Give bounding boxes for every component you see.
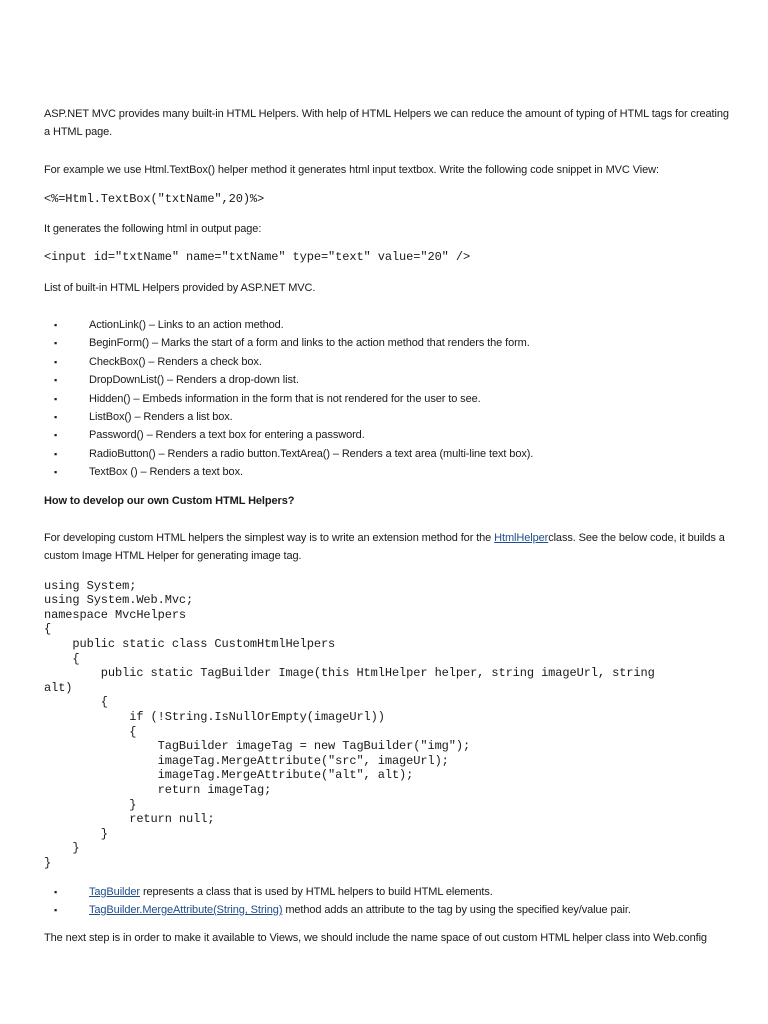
- bullet-icon: ▪: [54, 338, 58, 349]
- list-item: [44, 371, 730, 389]
- custom-helpers-paragraph: [44, 529, 730, 565]
- bullet-icon: ▪: [54, 448, 58, 459]
- list-item: [44, 353, 730, 371]
- bullet-icon: ▪: [54, 320, 58, 330]
- note-text: method adds an attribute to the tag by using the specified key/value pair.: [282, 903, 631, 916]
- helpers-list: [44, 316, 730, 482]
- list-item: [44, 445, 730, 463]
- list-item-text: DropDownList() – Renders a drop-down list.: [89, 374, 299, 387]
- example-paragraph: For example we use Html.TextBox() helper method it generates html input textbox. Write the following code snippet in MVC View:: [44, 164, 659, 176]
- textbox-code-snippet: <%=Html.TextBox("txtName",20)%>: [44, 192, 265, 206]
- bullet-icon: ▪: [54, 412, 58, 423]
- htmlhelper-link[interactable]: HtmlHelper: [494, 531, 549, 544]
- list-item-text: Hidden() – Embeds information in the form that is not rendered for the user to see.: [89, 392, 481, 405]
- bullet-icon: ▪: [54, 375, 58, 386]
- intro-paragraph: ASP.NET MVC provides many built-in HTML Helpers. With help of HTML Helpers we can reduce the amount of typing of HTML tags for creating a HTML page.: [44, 108, 729, 138]
- document-page: [44, 105, 730, 947]
- list-item: [44, 901, 730, 919]
- bullet-icon: ▪: [54, 886, 58, 897]
- custom-text-after: class. See the below code, it builds a custom Image HTML Helper for generating image tag.: [44, 531, 725, 562]
- list-item-text: BeginForm() – Marks the start of a form and links to the action method that renders the form.: [89, 337, 530, 350]
- notes-list: [44, 883, 730, 920]
- list-item-text: ListBox() – Renders a list box.: [89, 411, 233, 424]
- bullet-icon: ▪: [54, 430, 58, 441]
- list-item: [44, 463, 730, 481]
- list-item-text: Password() – Renders a text box for entering a password.: [89, 429, 365, 442]
- output-paragraph: It generates the following html in output page:: [44, 223, 262, 235]
- list-item-text: TextBox () – Renders a text box.: [89, 466, 243, 479]
- custom-helpers-heading: How to develop our own Custom HTML Helpers?: [44, 494, 295, 507]
- list-item: [44, 883, 730, 901]
- custom-text-before: For developing custom HTML helpers the simplest way is to write an extension method for the: [44, 531, 495, 544]
- list-item: [44, 408, 730, 426]
- list-item: [44, 426, 730, 444]
- note-text: represents a class that is used by HTML helpers to build HTML elements.: [139, 885, 493, 898]
- tagbuilder-link[interactable]: TagBuilder: [89, 885, 140, 898]
- mergeattribute-link[interactable]: TagBuilder.MergeAttribute(String, String): [89, 903, 283, 916]
- list-item-text: CheckBox() – Renders a check box.: [89, 355, 262, 368]
- closing-paragraph: The next step is in order to make it available to Views, we should include the name space of out custom HTML helper class into Web.config: [44, 932, 707, 945]
- bullet-icon: ▪: [54, 904, 58, 915]
- list-item: [44, 316, 730, 334]
- list-item: [44, 390, 730, 408]
- list-item-text: ActionLink() – Links to an action method.: [89, 319, 284, 331]
- generated-html-snippet: <input id="txtName" name="txtName" type="text" value="20" />: [44, 250, 471, 264]
- custom-helper-code-block: using System; using System.Web.Mvc; namespace MvcHelpers { public static class CustomHtmlHelpers { public static TagBuilder Image(this HtmlHelper helper, string imageUrl, string alt) { if (!String.IsNullOrEmpty(imageUrl)) { TagBuilder imageTag = new TagBuilder("img"); imageTag.MergeAttribute("src", imageUrl); imageTag.MergeAttribute("alt", alt); return imageTag; } return null; } } }: [44, 578, 655, 870]
- list-item-text: RadioButton() – Renders a radio button.TextArea() – Renders a text area (multi-line text box).: [89, 447, 534, 460]
- bullet-icon: ▪: [54, 356, 58, 367]
- list-item: [44, 334, 730, 352]
- bullet-icon: ▪: [54, 467, 58, 478]
- bullet-icon: ▪: [54, 393, 58, 404]
- helpers-list-intro: List of built-in HTML Helpers provided by ASP.NET MVC.: [44, 282, 316, 294]
